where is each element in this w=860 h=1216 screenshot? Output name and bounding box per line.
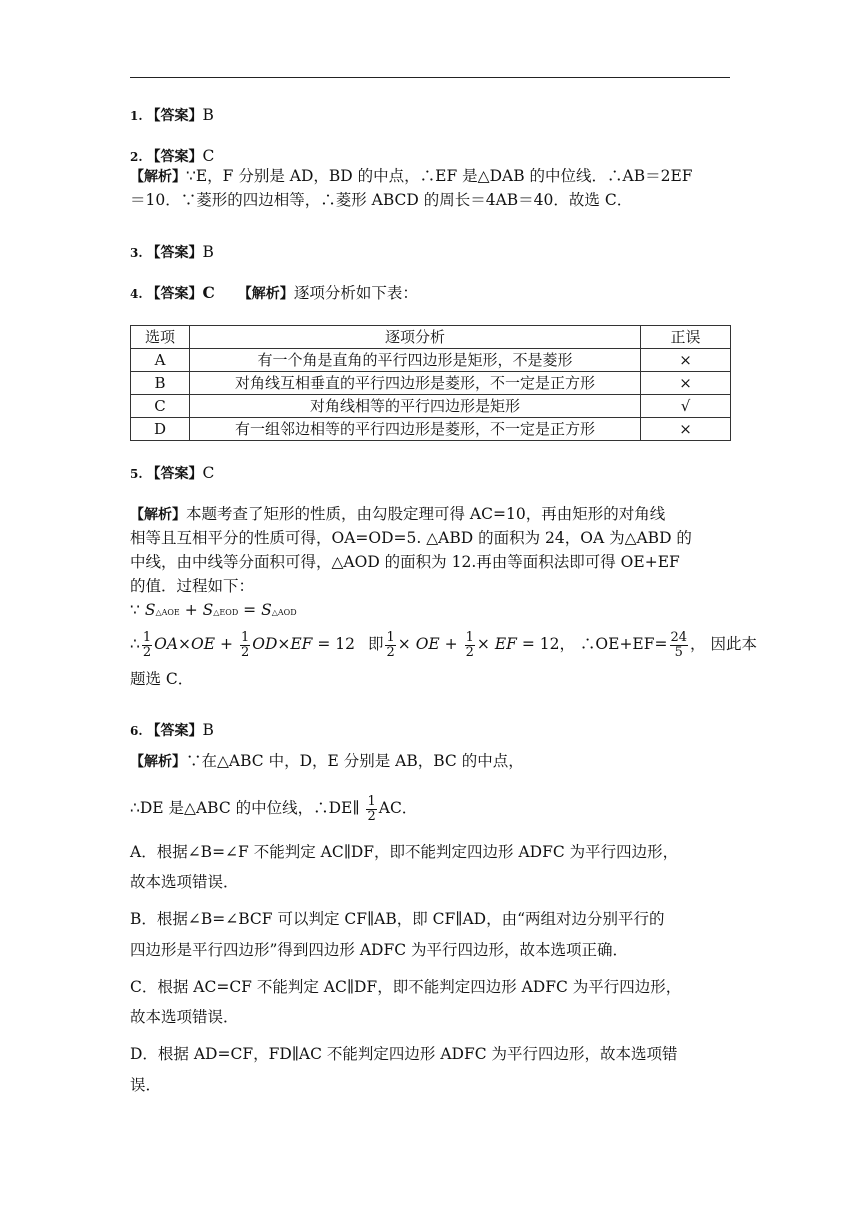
q2-explanation-line2: ＝10．∵菱形的四边相等，∴菱形 ABCD 的周长＝4AB＝40．故选 C． bbox=[130, 191, 633, 209]
table-header-row bbox=[131, 326, 731, 349]
table-row bbox=[131, 395, 731, 418]
q6-explanation-line2: ∴DE 是△ABC 的中位线，∴DE∥ $\frac{1}{2}$ AC． bbox=[130, 793, 418, 824]
fraction-half: $\frac{1}{2}$ bbox=[386, 629, 395, 660]
fraction-half: $\frac{1}{2}$ bbox=[142, 629, 152, 660]
row-result: × bbox=[641, 349, 731, 372]
row-analysis: 对角线相等的平行四边形是矩形 bbox=[190, 395, 641, 418]
row-analysis: 对角线互相垂直的平行四边形是菱形，不一定是正方形 bbox=[190, 372, 641, 395]
q6-answer: 6. 【答案】B bbox=[130, 721, 214, 739]
table-row bbox=[131, 418, 731, 441]
q2-explanation-line1: 【解析】∵E，F 分别是 AD，BD 的中点，∴EF 是△DAB 的中位线．∴AB＝2EF bbox=[130, 167, 693, 185]
q6-option-c-line1: C．根据 AC=CF 不能判定 AC∥DF，即不能判定四边形 ADFC 为平行四边形， bbox=[130, 978, 682, 996]
header-result: 正误 bbox=[641, 326, 731, 349]
q4-answer: 4. 【答案】C 【解析】逐项分析如下表： bbox=[130, 283, 418, 302]
fraction-half: $\frac{1}{2}$ bbox=[465, 629, 474, 660]
q6-option-a-line2: 故本选项错误． bbox=[130, 873, 239, 891]
row-result: √ bbox=[641, 395, 731, 418]
q5-answer: 5. 【答案】C bbox=[130, 464, 215, 482]
row-analysis: 有一个角是直角的平行四边形是矩形，不是菱形 bbox=[190, 349, 641, 372]
q5-formula-area: ∵ S△AOE + S△EOD = S△AOD bbox=[130, 601, 297, 619]
q5-formula-equation: ∴ $\frac{1}{2}$ OA×OE + $\frac{1}{2}$ OD×EF = 12 即 $\frac{1}{2}$ × OE + $\frac{1}{2}$ × EF = 12， ∴OE+EF= $\frac{24}{5}$ ， 因此本 bbox=[130, 629, 757, 660]
q6-option-c-line2: 故本选项错误． bbox=[130, 1008, 239, 1026]
q5-explanation-line1: 【解析】本题考查了矩形的性质，由勾股定理可得 AC=10，再由矩形的对角线 bbox=[130, 505, 666, 523]
q6-option-b-line1: B．根据∠B=∠BCF 可以判定 CF∥AB，即 CF∥AD，由“两组对边分别平行的 bbox=[130, 910, 665, 928]
table-row bbox=[131, 349, 731, 372]
row-option: B bbox=[131, 372, 190, 395]
q6-option-a-line1: A．根据∠B=∠F 不能判定 AC∥DF，即不能判定四边形 ADFC 为平行四边形， bbox=[130, 843, 679, 861]
q1-answer: 1. 【答案】B bbox=[130, 106, 214, 124]
q5-explanation-line4: 的值．过程如下： bbox=[130, 577, 255, 595]
row-option: D bbox=[131, 418, 190, 441]
row-result: × bbox=[641, 372, 731, 395]
q5-explanation-line2: 相等且互相平分的性质可得，OA=OD=5. △ABD 的面积为 24，OA 为△ABD 的 bbox=[130, 529, 692, 547]
q2-answer: 2. 【答案】C bbox=[130, 147, 215, 165]
row-analysis: 有一组邻边相等的平行四边形是菱形，不一定是正方形 bbox=[190, 418, 641, 441]
q5-explanation-line5: 题选 C． bbox=[130, 670, 194, 688]
q6-option-d-line1: D．根据 AD=CF，FD∥AC 不能判定四边形 ADFC 为平行四边形，故本选项错 bbox=[130, 1045, 678, 1063]
q3-answer: 3. 【答案】B bbox=[130, 243, 214, 261]
fraction-half: $\frac{1}{2}$ bbox=[240, 629, 250, 660]
fraction-24-5: $\frac{24}{5}$ bbox=[670, 629, 688, 660]
fraction-half: $\frac{1}{2}$ bbox=[367, 793, 376, 824]
header-option: 选项 bbox=[131, 326, 190, 349]
row-option: C bbox=[131, 395, 190, 418]
analysis-table bbox=[130, 325, 731, 441]
q5-explanation-line3: 中线，由中线等分面积可得，△AOD 的面积为 12.再由等面积法即可得 OE+EF bbox=[130, 553, 680, 571]
row-option: A bbox=[131, 349, 190, 372]
table-row bbox=[131, 372, 731, 395]
q6-option-d-line2: 误． bbox=[130, 1076, 162, 1094]
row-result: × bbox=[641, 418, 731, 441]
q6-explanation-line1: 【解析】∵在△ABC 中，D，E 分别是 AB，BC 的中点， bbox=[130, 752, 524, 770]
q6-option-b-line2: 四边形是平行四边形”得到四边形 ADFC 为平行四边形，故本选项正确． bbox=[130, 941, 629, 959]
header-rule bbox=[130, 77, 730, 78]
header-analysis: 逐项分析 bbox=[190, 326, 641, 349]
